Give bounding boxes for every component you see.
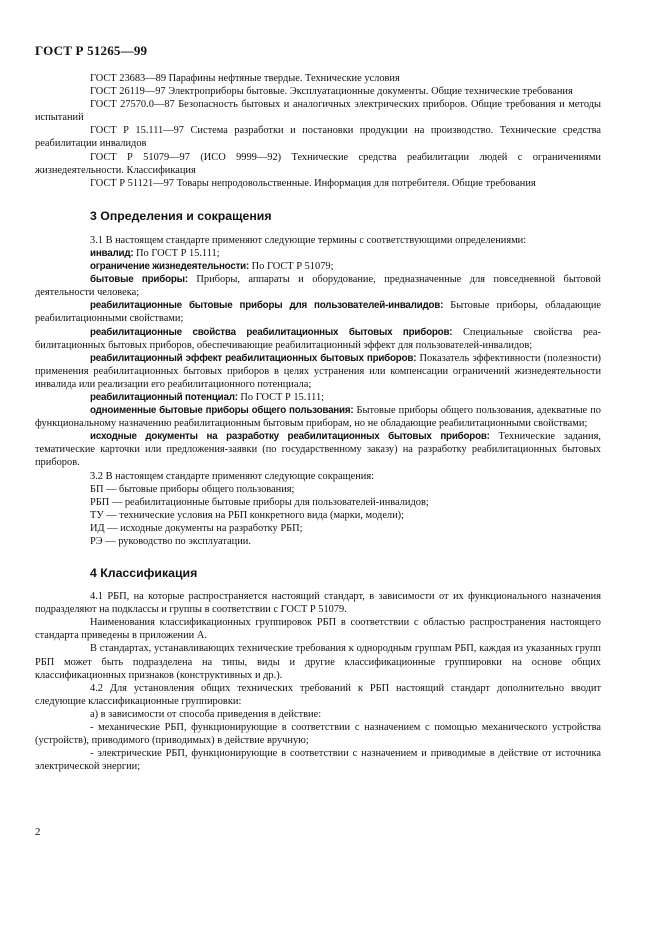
document-body — [35, 72, 601, 773]
classification-paragraph: 4.2 Для установления общих технических требований к РБП настоящий стандарт дополнительно вводит следующие классификационные группировки: — [35, 682, 601, 707]
reference-item: ГОСТ 27570.0—87 Безопасность бытовых и аналогичных электрических приборов. Общие требования и методы испытаний — [35, 99, 601, 124]
definition-item — [35, 273, 601, 299]
definition-item — [35, 299, 601, 325]
definition-term: реабилитационные свойства реабилитационных бытовых приборов: — [90, 326, 453, 338]
definition-text: По ГОСТ Р 15.111; — [133, 247, 220, 259]
abbreviation-item: РБП — реабилитационные бытовые приборы для пользователей-инвалидов; — [90, 496, 429, 508]
section-4-heading: 4 Классификация — [90, 566, 198, 581]
classification-paragraph: а) в зависимости от способа приведения в действие: — [90, 708, 322, 720]
section-3-heading: 3 Определения и сокращения — [90, 208, 272, 223]
definition-term: реабилитационный потенциал: — [90, 391, 238, 403]
definition-item — [35, 247, 601, 260]
definition-text: Специальные свойства реабилитационных бытовых приборов, обеспечивающие реабилитационный эффект для пользователей-инвалидов; — [35, 326, 601, 351]
definition-item — [35, 404, 601, 430]
abbreviations-intro: 3.2 В настоящем стандарте применяют следующие сокращения: — [90, 470, 374, 482]
classification-paragraph: Наименования классификационных группировок РБП в соответствии с областью распространения настоящего стандарта приведены в приложении А. — [35, 617, 601, 642]
definition-text: Приборы, аппараты и оборудование, предназначенные для повседневной бытовой деятельности человека; — [35, 274, 601, 299]
classification-paragraph: В стандартах, устанавливающих технические требования к однородным группам РБП, каждая из указанных групп РБП может быть подразделена на типы, виды и другие классификационные группировки на основе общих классификационных признаков (конструктивных и др.). — [35, 643, 601, 681]
definition-text: Технические задания, тематические карточки или предложения-заявки (по государственному заказу) на разработку реабилитационных бытовых приборов. — [35, 431, 601, 469]
definition-text: Показатель эффективности (полезности) применения реабилитационных бытовых приборов в целях устранения или компенсации ограничений жизнедеятельности инвалида или реализации его реабилитационного потенциала; — [35, 352, 601, 390]
definition-term: бытовые приборы: — [90, 274, 188, 286]
definition-term: реабилитационные бытовые приборы для пользователей-инвалидов: — [90, 300, 444, 312]
definitions-intro: 3.1 В настоящем стандарте применяют следующие термины с соответствующими определениями: — [90, 234, 527, 246]
reference-item: ГОСТ Р 51121—97 Товары непродовольственные. Информация для потребителя. Общие требования — [90, 177, 536, 189]
classification-paragraph: 4.1 РБП, на которые распространяется настоящий стандарт, в зависимости от их функционального назначения подразделяют на подклассы и группы в соответствии с ГОСТ Р 51079. — [35, 591, 601, 616]
definition-term: реабилитационный эффект реабилитационных бытовых приборов: — [90, 352, 417, 364]
definition-item — [35, 260, 601, 273]
abbreviation-item: ИД — исходные документы на разработку РБП; — [90, 522, 303, 534]
definition-text: По ГОСТ Р 15.111; — [237, 391, 325, 403]
classification-paragraph: - электрические РБП, функционирующие в соответствии с назначением и приводимые в действие от источника электрической энергии; — [35, 748, 601, 773]
definition-item — [35, 430, 601, 469]
abbreviation-item: ТУ — технические условия на РБП конкретного вида (марки, модели); — [90, 509, 405, 521]
reference-item: ГОСТ Р 15.111—97 Система разработки и постановки продукции на производство. Технические средства реабилитации инвалидов — [35, 125, 601, 150]
definition-item — [35, 326, 601, 352]
definition-text: Бытовые приборы, обладающие реабилитационными свойствами; — [35, 300, 601, 325]
classification-paragraph: - механические РБП, функционирующие в соответствии с назначением с помощью механического устройства (устройств), приводимого (приводимых) в действие вручную; — [35, 722, 601, 747]
page-header: ГОСТ Р 51265—99 — [35, 43, 148, 58]
definition-term: инвалид: — [90, 247, 134, 259]
definition-term: исходные документы на разработку реабилитационных бытовых приборов: — [90, 431, 490, 443]
reference-item: ГОСТ 26119—97 Электроприборы бытовые. Эксплуатационные документы. Общие технические требования — [90, 86, 573, 98]
definition-text: Бытовые приборы общего пользования, адекватные по функциональному назначению реабилитационным бытовым приборам, но не обладающие реабилитационными свойствами; — [35, 405, 601, 430]
abbreviation-item: БП — бытовые приборы общего пользования; — [90, 483, 295, 495]
definition-item — [35, 352, 601, 391]
page-number: 2 — [35, 826, 41, 838]
definition-text: По ГОСТ Р 51079; — [249, 261, 334, 273]
reference-item: ГОСТ 23683—89 Парафины нефтяные твердые. Технические условия — [90, 73, 400, 84]
definition-term: ограничение жизнедеятельности: — [90, 261, 250, 273]
abbreviation-item: РЭ — руководство по эксплуатации. — [90, 536, 251, 547]
reference-item: ГОСТ Р 51079—97 (ИСО 9999—92) Технические средства реабилитации людей с ограничениями жизнедеятельности. Классификация — [35, 151, 601, 176]
definition-term: одноименные бытовые приборы общего пользования: — [90, 405, 354, 417]
definition-item — [35, 391, 601, 404]
